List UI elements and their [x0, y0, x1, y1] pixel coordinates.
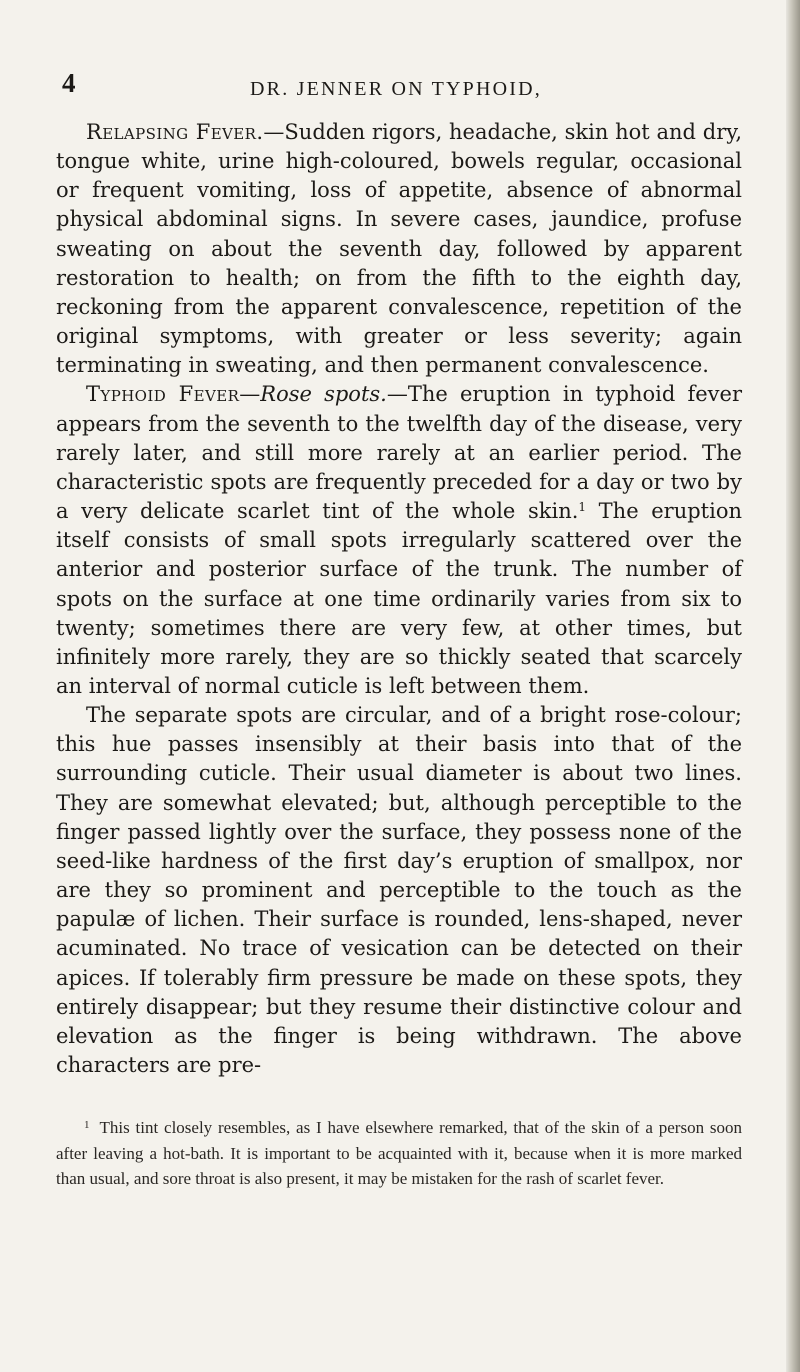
- subsection-heading: Rose spots.: [260, 382, 387, 407]
- section-lead-in: Relapsing Fever.: [86, 120, 264, 144]
- page-edge-shadow: [786, 0, 800, 1372]
- paragraph-relapsing-fever: [56, 118, 742, 380]
- footnote-text: This tint closely resembles, as I have elsewhere remarked, that of the skin of a person soon after leaving a hot-bath. It is important to be acquainted with it, because when it is more marked than usual, and sore throat is also present, it may be mistaken for the rash of scarlet fever.: [56, 1118, 742, 1188]
- paragraph-text: —The eruption in typhoid fever appears from the seventh to the twelfth day of the disease, very rarely later, and still more rarely at an earlier period. The characteristic spots are frequently preceded for a day or two by a very delicate scarlet tint of the whole skin.: [56, 382, 742, 524]
- section-lead-in: Typhoid Fever: [86, 382, 240, 407]
- running-head-title: DR. JENNER ON TYPHOID,: [250, 78, 542, 100]
- footnote-mark: 1: [84, 1119, 90, 1131]
- paragraph-rose-spots: [56, 701, 742, 1080]
- running-head: [56, 68, 736, 108]
- footnotes: [56, 1115, 742, 1192]
- paragraph-text: The separate spots are circular, and of a bright rose-colour; this hue passes insensibly at their basis into that of the surrounding cuticle. Their usual diameter is about two lines. They are somewhat elevated; but, although perceptible to the finger passed lightly over the surface, they possess none of the seed-like hardness of the first day’s eruption of smallpox, nor are they so prominent and perceptible to the touch as the papulæ of lichen. Their surface is rounded, lens-shaped, never acuminated. No trace of vesication can be detected on their apices. If tolerably firm pressure be made on these spots, they entirely disappear; but they resume their distinctive colour and elevation as the finger is being withdrawn. The above characters are pre-: [56, 703, 742, 1077]
- footnote: [56, 1115, 742, 1192]
- body-text: [56, 118, 742, 1080]
- em-dash: —: [239, 382, 261, 407]
- paragraph-text-continued: The eruption itself consists of small spots irregularly scattered over the anterior and posterior surface of the trunk. The number of spots on the surface at one time ordinarily varies from six to twenty; sometimes there are very few, at other times, but infinitely more rarely, they are so thickly seated that scarcely an interval of normal cuticle is left between them.: [56, 499, 742, 698]
- footnote-reference: 1: [578, 500, 587, 515]
- paragraph-text: —Sudden rigors, headache, skin hot and dry, tongue white, urine high-coloured, bowels regular, occasional or frequent vomiting, loss of appetite, absence of abnormal physical abdominal signs. In severe cases, jaundice, profuse sweating on about the seventh day, followed by apparent restoration to health; on from the fifth to the eighth day, reckoning from the apparent convalescence, repetition of the original symptoms, with greater or less severity; again terminating in sweating, and then permanent convalescence.: [56, 120, 742, 378]
- page-number: 4: [62, 68, 76, 98]
- paragraph-typhoid-fever: [56, 380, 742, 701]
